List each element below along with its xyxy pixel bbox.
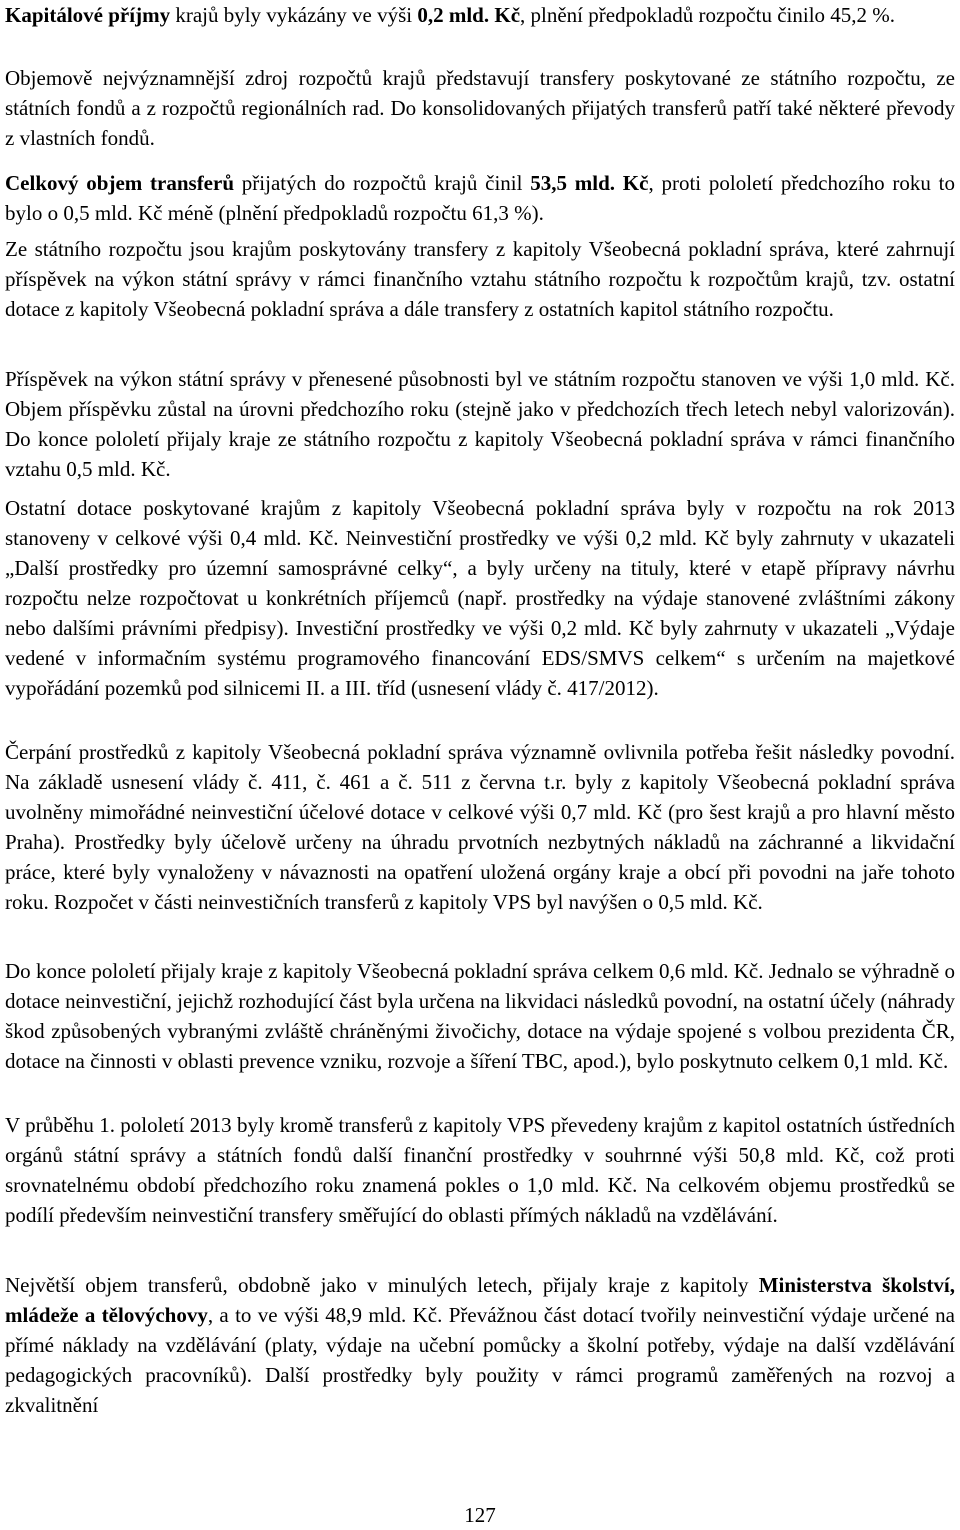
text-run: , proti pololetí předchozího roku to bylo o 0,5 mld. Kč méně (plnění předpokladů rozpočtu 61,3 %). xyxy=(5,171,955,225)
paragraph-state-budget-transfers xyxy=(5,234,955,324)
paragraph-flood-subsidies xyxy=(5,737,955,917)
text-run: V průběhu 1. pololetí 2013 byly kromě transferů z kapitoly VPS převedeny krajům z kapitol ostatních ústředních orgánů státní správy a státních fondů další finanční prostředky v souhrnné výši 50,8 mld. Kč, což proti srovnatelnému období předchozího roku znamená pokles o 1,0 mld. Kč. Na celkovém objemu prostředků se podílí především neinvestiční transfery směřující do oblasti přímých nákladů na vzdělávání. xyxy=(5,1113,955,1227)
bold-text-run: Celkový objem transferů xyxy=(5,171,235,195)
bold-text-run: 53,5 mld. Kč xyxy=(530,171,649,195)
text-run: Největší objem transferů, obdobně jako v minulých letech, přijaly kraje z kapitoly xyxy=(5,1273,759,1297)
paragraph-half-year-revenue xyxy=(5,956,955,1076)
text-run: přijatých do rozpočtů krajů činil xyxy=(234,171,531,195)
bold-text-run: 0,2 mld. Kč xyxy=(417,3,521,27)
page-number: 127 xyxy=(464,1503,496,1527)
text-run: Ze státního rozpočtu jsou krajům poskytovány transfery z kapitoly Všeobecná pokladní správa, které zahrnují příspěvek na výkon státní správy v rámci finančního vztahu státního rozpočtu k rozpočtům krajů, tzv. ostatní dotace z kapitoly Všeobecná pokladní správa a dále transfery z ostatních kapitol státního rozpočtu. xyxy=(5,237,955,321)
paragraph-other-subsidies xyxy=(5,493,955,703)
text-run: Příspěvek na výkon státní správy v přenesené působnosti byl ve státním rozpočtu stanoven ve výši 1,0 mld. Kč. Objem příspěvku zůstal na úrovni předchozího roku (stejně jako v předchozích třech letech nebyl valorizován). Do konce pololetí přijaly kraje ze státního rozpočtu z kapitoly Všeobecná pokladní správa v rámci finančního vztahu 0,5 mld. Kč. xyxy=(5,367,955,481)
paragraph-capital-revenue xyxy=(5,0,955,30)
text-run: , plnění předpokladů rozpočtu činilo 45,2 %. xyxy=(520,3,896,27)
paragraph-state-administration-contribution xyxy=(5,364,955,484)
text-run: Čerpání prostředků z kapitoly Všeobecná pokladní správa významně ovlivnila potřeba řešit následky povodní. Na základě usnesení vlády č. 411, č. 461 a č. 511 z června t.r. byly z kapitoly Všeobecná pokladní správa uvolněny mimořádné neinvestiční účelové dotace v celkové výši 0,7 mld. Kč (pro šest krajů a pro hlavní město Praha). Prostředky byly účelově určeny na úhradu prvotních nezbytných nákladů na záchranné a likvidační práce, které byly vynaloženy v návaznosti na opatření uložená orgány kraje a obcí při povodni na jaře tohoto roku. Rozpočet v části neinvestičních transferů z kapitoly VPS byl navýšen o 0,5 mld. Kč. xyxy=(5,740,955,914)
paragraph-other-ministries-transfers xyxy=(5,1110,955,1230)
text-run: krajů byly vykázány ve výši xyxy=(170,3,418,27)
bold-text-run: Ministerstva školství, mládeže a tělovýchovy xyxy=(5,1273,956,1327)
text-run: Do konce pololetí přijaly kraje z kapitoly Všeobecná pokladní správa celkem 0,6 mld. Kč. Jednalo se výhradně o dotace neinvestiční, jejichž rozhodující část byla určena na likvidaci následků povodní, na ostatní účely (náhrady škod způsobených vybranými zvláště chráněnými živočichy, dotace na výdaje spojené s volbou prezidenta ČR, dotace na činnosti v oblasti prevence vzniku, rozvoje a šíření TBC, apod.), bylo poskytnuto celkem 0,1 mld. Kč. xyxy=(5,959,955,1073)
paragraph-education-ministry xyxy=(5,1270,955,1420)
text-run: Ostatní dotace poskytované krajům z kapitoly Všeobecná pokladní správa byly v rozpočtu na rok 2013 stanoveny v celkové výši 0,4 mld. Kč. Neinvestiční prostředky ve výši 0,2 mld. Kč byly zahrnuty v ukazateli „Další prostředky pro územní samosprávné celky“, a byly určeny na tituly, které v etapě přípravy návrhu rozpočtu nelze rozpočtovat u konkrétních příjemců (např. prostředky na výdaje stanovené zvláštními zákony nebo dalšími právními předpisy). Investiční prostředky ve výši 0,2 mld. Kč byly zahrnuty v ukazateli „Výdaje vedené v informačním systému programového financování EDS/SMVS celkem“ s určením na majetkové vypořádání pozemků pod silnicemi II. a III. tříd (usnesení vlády č. 417/2012). xyxy=(5,496,955,700)
paragraph-total-transfers xyxy=(5,168,955,228)
paragraph-transfer-sources xyxy=(5,63,955,153)
text-run: , a to ve výši 48,9 mld. Kč. Převážnou část dotací tvořily neinvestiční výdaje určené na přímé náklady na vzdělávání (platy, výdaje na učební pomůcky a školní potřeby, výdaje na další vzdělávání pedagogických pracovníků). Další prostředky byly použity v rámci programů zaměřených na rozvoj a zkvalitnění xyxy=(5,1303,955,1417)
bold-text-run: Kapitálové příjmy xyxy=(5,3,171,27)
text-run: Objemově nejvýznamnější zdroj rozpočtů krajů představují transfery poskytované ze státního rozpočtu, ze státních fondů a z rozpočtů regionálních rad. Do konsolidovaných přijatých transferů patří také některé převody z vlastních fondů. xyxy=(5,66,955,150)
